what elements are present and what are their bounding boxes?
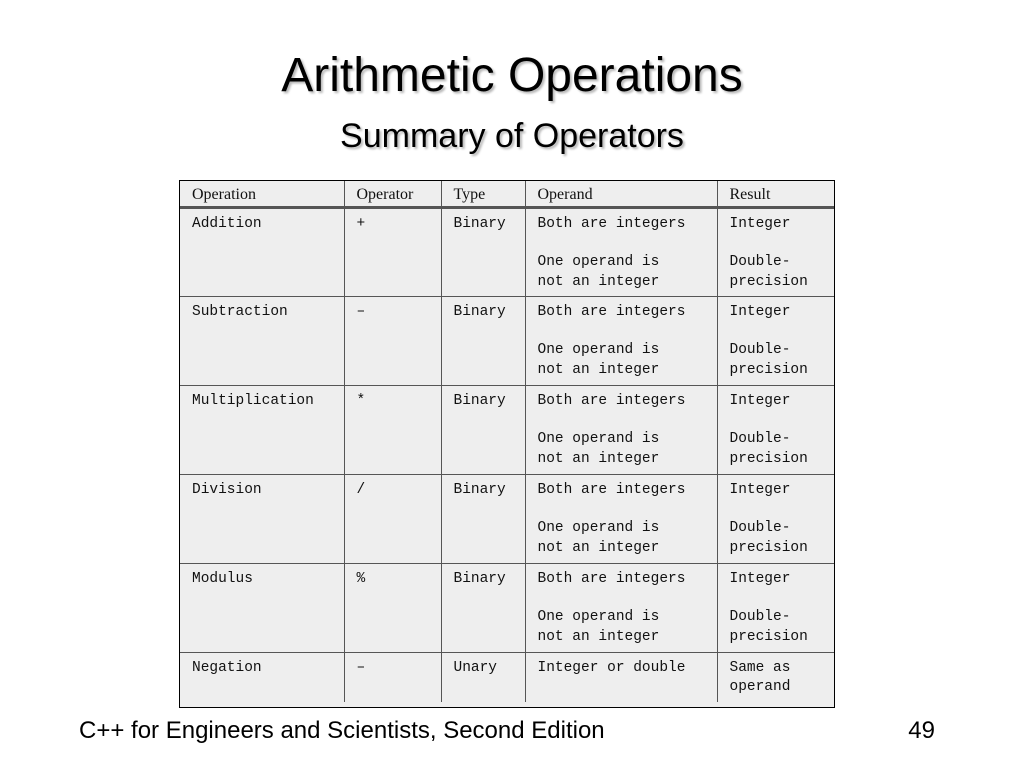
- footer-text: C++ for Engineers and Scientists, Second Edition: [79, 717, 605, 744]
- cell-result: [717, 474, 834, 563]
- operand-line: Both are integers: [537, 481, 686, 498]
- header-type: Type: [441, 181, 525, 207]
- cell-result: [717, 385, 834, 474]
- slide-title: Arithmetic Operations: [281, 49, 743, 102]
- cell-type: Binary: [441, 296, 525, 385]
- operand-line: Both are integers: [537, 303, 686, 320]
- operand-line: not an integer: [537, 273, 660, 290]
- cell-result: [717, 296, 834, 385]
- result-line: Double-: [729, 254, 791, 270]
- cell-type: Unary: [441, 652, 525, 702]
- result-line: Integer: [729, 481, 791, 498]
- cell-result: [717, 563, 834, 652]
- operand-line: Integer or double: [537, 659, 686, 676]
- operand-line: not an integer: [537, 539, 660, 556]
- table-row-subtraction: [180, 296, 834, 385]
- result-line: precision: [729, 450, 808, 467]
- result-line: Integer: [729, 215, 791, 232]
- header-operation: Operation: [180, 181, 344, 207]
- cell-operator: %: [344, 563, 441, 652]
- operand-line: One operand is: [537, 254, 660, 270]
- result-line: Double-: [729, 609, 791, 625]
- cell-operation: Subtraction: [180, 296, 344, 385]
- operand-line: One operand is: [537, 609, 660, 625]
- cell-type: Binary: [441, 385, 525, 474]
- result-line: precision: [729, 628, 808, 645]
- cell-operand: [525, 563, 717, 652]
- cell-operation: Modulus: [180, 563, 344, 652]
- table-row-division: [180, 474, 834, 563]
- operand-line: One operand is: [537, 342, 660, 358]
- table-row-addition: [180, 207, 834, 296]
- cell-operand: [525, 652, 717, 702]
- operand-line: Both are integers: [537, 570, 686, 587]
- cell-operator: /: [344, 474, 441, 563]
- page-number: 49: [908, 717, 935, 744]
- result-line: precision: [729, 273, 808, 290]
- cell-operand: [525, 385, 717, 474]
- operand-line: Both are integers: [537, 392, 686, 409]
- table-header-row: [180, 181, 834, 207]
- result-line: Double-: [729, 342, 791, 358]
- operand-line: One operand is: [537, 520, 660, 536]
- header-result: Result: [717, 181, 834, 207]
- header-operator: Operator: [344, 181, 441, 207]
- cell-type: Binary: [441, 474, 525, 563]
- result-line: Integer: [729, 570, 791, 587]
- cell-type: Binary: [441, 563, 525, 652]
- cell-operator: +: [344, 207, 441, 296]
- table-row-modulus: [180, 563, 834, 652]
- operand-line: not an integer: [537, 450, 660, 467]
- result-line: Double-: [729, 431, 791, 447]
- cell-type: Binary: [441, 207, 525, 296]
- cell-operation: Addition: [192, 215, 262, 232]
- cell-result: [717, 652, 834, 702]
- slide-subtitle: Summary of Operators: [340, 117, 684, 155]
- cell-operator: *: [344, 385, 441, 474]
- cell-operation: Negation: [180, 652, 344, 702]
- result-line: precision: [729, 361, 808, 378]
- operators-table: [179, 180, 835, 708]
- table-row-multiplication: [180, 385, 834, 474]
- cell-operand: [525, 474, 717, 563]
- cell-operator: –: [344, 296, 441, 385]
- operand-line: not an integer: [537, 628, 660, 645]
- operand-line: not an integer: [537, 361, 660, 378]
- header-operand: Operand: [525, 181, 717, 207]
- cell-operator: –: [344, 652, 441, 702]
- result-line: Integer: [729, 392, 791, 409]
- result-line: precision: [729, 539, 808, 556]
- cell-operand: [525, 207, 717, 296]
- result-line: Double-: [729, 520, 791, 536]
- cell-operation: Division: [180, 474, 344, 563]
- cell-operation: Multiplication: [180, 385, 344, 474]
- result-line: Same as: [729, 659, 791, 676]
- operand-line: Both are integers: [537, 215, 686, 232]
- operand-line: One operand is: [537, 431, 660, 447]
- table-row-negation: [180, 652, 834, 702]
- cell-operand: [525, 296, 717, 385]
- result-line: Integer: [729, 303, 791, 320]
- cell-result: [717, 207, 834, 296]
- result-line: operand: [729, 679, 791, 695]
